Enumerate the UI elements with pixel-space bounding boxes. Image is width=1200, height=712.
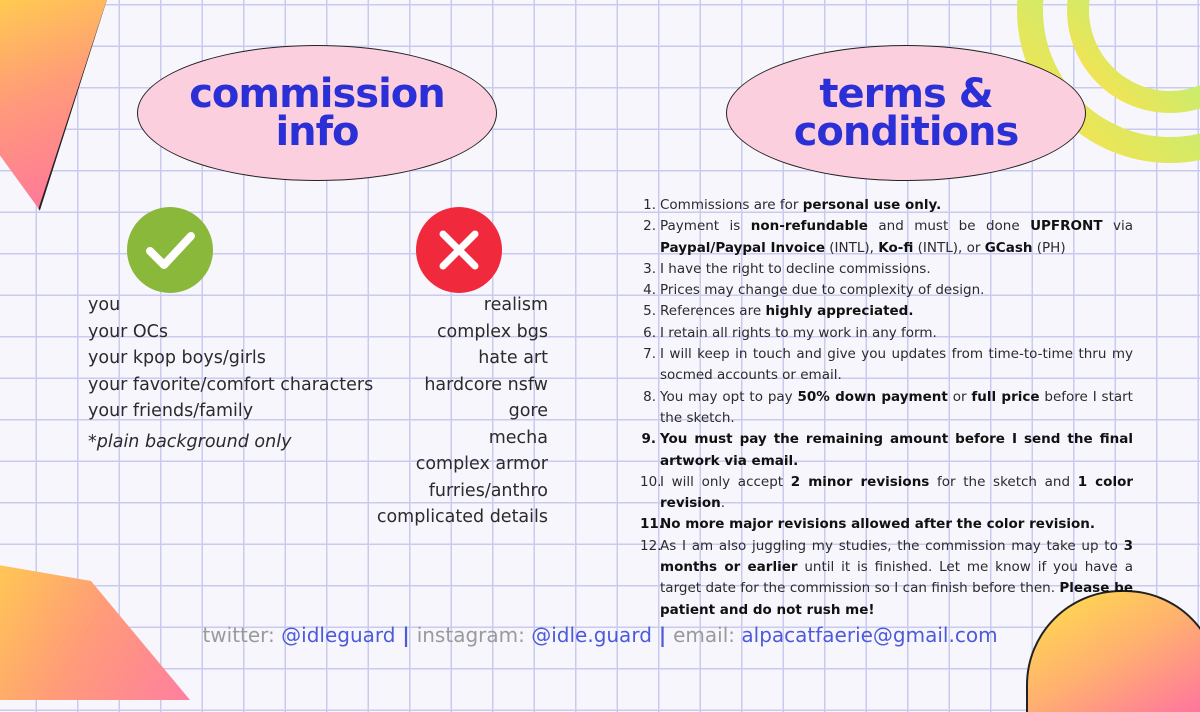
terms-item-number: 10. [640, 473, 662, 490]
terms-item-number: 9. [641, 431, 656, 448]
wont-draw-item: complex armor [415, 454, 548, 474]
wont-draw-item: furries/anthro [428, 480, 548, 501]
terms-item [640, 301, 1133, 322]
commission-info-title-line2: info [275, 109, 359, 155]
email-link[interactable]: alpacatfaerie@gmail.com [741, 623, 998, 647]
terms-item-text: I retain all rights to my work in any form. [660, 324, 937, 341]
terms-item-number: 4. [643, 282, 656, 299]
terms-item-number: 1. [643, 197, 656, 213]
terms-item-number: 6. [643, 324, 656, 341]
terms-item-emphasis: GCash [984, 239, 1033, 256]
terms-item-text: Prices may change due to complexity of design. [660, 282, 985, 299]
wont-draw-item: gore [508, 401, 548, 421]
terms-item-number: 2. [643, 218, 656, 235]
terms-item [640, 514, 1133, 535]
terms-item-text: I will only accept [660, 473, 791, 490]
terms-item-text: and must be done [867, 218, 1031, 235]
terms-item-text: or [947, 388, 972, 405]
terms-item-number: 12. [640, 537, 662, 554]
will-draw-item: your kpop boys/girls [88, 348, 266, 368]
instagram-label: instagram: [416, 623, 532, 647]
terms-item-text: As I am also juggling my studies, the commission may take up to [660, 537, 1124, 554]
terms-item-text: before I start the sketch. [660, 388, 1133, 426]
terms-item-emphasis: 1 color revision [660, 473, 1133, 512]
terms-item-text: (INTL), or [913, 239, 985, 256]
wont-draw-item: hate art [478, 348, 548, 368]
terms-item-text: Commissions are for [660, 197, 803, 213]
terms-item [640, 280, 1133, 301]
wont-draw-item: hardcore nsfw [424, 374, 548, 395]
terms-item-text: via [1102, 218, 1133, 235]
terms-item [640, 216, 1133, 259]
terms-item-emphasis: 2 minor revisions [790, 473, 930, 490]
footer-separator: | [651, 623, 674, 647]
terms-item-number: 5. [643, 303, 656, 320]
wont-draw-list [377, 292, 548, 531]
terms-item-text: You must pay the remaining amount before I send the final artwork via email. [660, 431, 1133, 469]
terms-item-text: I will keep in touch and give you updates from time-to-time thru my socmed accounts or email. [660, 346, 1133, 384]
check-icon [127, 207, 213, 293]
terms-item [640, 259, 1133, 280]
terms-item-text: References are [660, 303, 766, 320]
terms-item-emphasis: UPFRONT [1030, 218, 1103, 235]
terms-item-text: (INTL), [824, 239, 879, 256]
terms-item-text: I have the right to decline commissions. [660, 260, 931, 277]
terms-item-text: No more major revisions allowed after the color revision. [660, 516, 1096, 533]
terms-item [640, 323, 1133, 344]
terms-item [640, 429, 1133, 472]
terms-item-text: for the sketch and [929, 473, 1078, 490]
terms-list [640, 195, 1133, 621]
terms-item-emphasis: personal use only. [802, 197, 942, 213]
will-draw-list [88, 292, 373, 425]
commission-info-heading [137, 45, 497, 181]
terms-item-text: (PH) [1032, 239, 1066, 256]
terms-item-emphasis: non-refundable [750, 218, 868, 235]
terms-item-emphasis: Paypal/Paypal Invoice [660, 239, 825, 256]
twitter-label: twitter: [202, 623, 282, 647]
will-draw-item: your favorite/comfort characters [88, 374, 374, 395]
commission-info-title-line1: commission [189, 71, 445, 117]
terms-item [640, 195, 1133, 216]
will-draw-item: your friends/family [88, 401, 254, 421]
plain-background-note: *plain background only [88, 432, 292, 452]
terms-item [640, 344, 1133, 387]
wont-draw-item: complicated details [376, 507, 548, 527]
terms-title-line1: terms & [819, 71, 993, 117]
footer-separator: | [395, 623, 417, 647]
terms-item-emphasis: Please be patient and do not rush me! [660, 580, 1134, 618]
terms-item-emphasis: Ko-fi [878, 239, 914, 256]
terms-item-text: . [720, 495, 726, 512]
terms-title-line2: conditions [793, 109, 1019, 155]
terms-item-number: 11. [640, 516, 664, 533]
terms-item-text: until it is finished. Let me know if you have a target date for the commission so I can finish before then. [660, 559, 1133, 597]
twitter-handle-link[interactable]: @idleguard [281, 623, 396, 647]
email-label: email: [673, 623, 742, 647]
terms-item-text: You may opt to pay [660, 388, 798, 405]
terms-item-number: 7. [643, 346, 656, 363]
terms-item-emphasis: full price [971, 388, 1040, 405]
will-draw-item: you [88, 295, 121, 315]
wont-draw-item: realism [483, 295, 548, 315]
top-left-corner-decoration [0, 0, 110, 220]
contact-footer [0, 623, 1200, 647]
terms-item [640, 472, 1133, 515]
x-icon [416, 207, 502, 293]
will-draw-item: your OCs [88, 321, 169, 342]
terms-item-emphasis: 3 months or earlier [660, 537, 1133, 576]
terms-item-text: Payment is [660, 218, 751, 235]
terms-item-emphasis: highly appreciated. [765, 303, 914, 320]
instagram-handle-link[interactable]: @idle.guard [531, 623, 652, 647]
terms-item-emphasis: 50% down payment [797, 388, 948, 405]
terms-item [640, 536, 1133, 621]
terms-item-number: 8. [643, 388, 656, 405]
wont-draw-item: mecha [488, 427, 548, 448]
terms-item-number: 3. [643, 260, 656, 277]
terms-item [640, 387, 1133, 430]
terms-conditions-heading [726, 45, 1086, 181]
wont-draw-item: complex bgs [436, 321, 548, 342]
